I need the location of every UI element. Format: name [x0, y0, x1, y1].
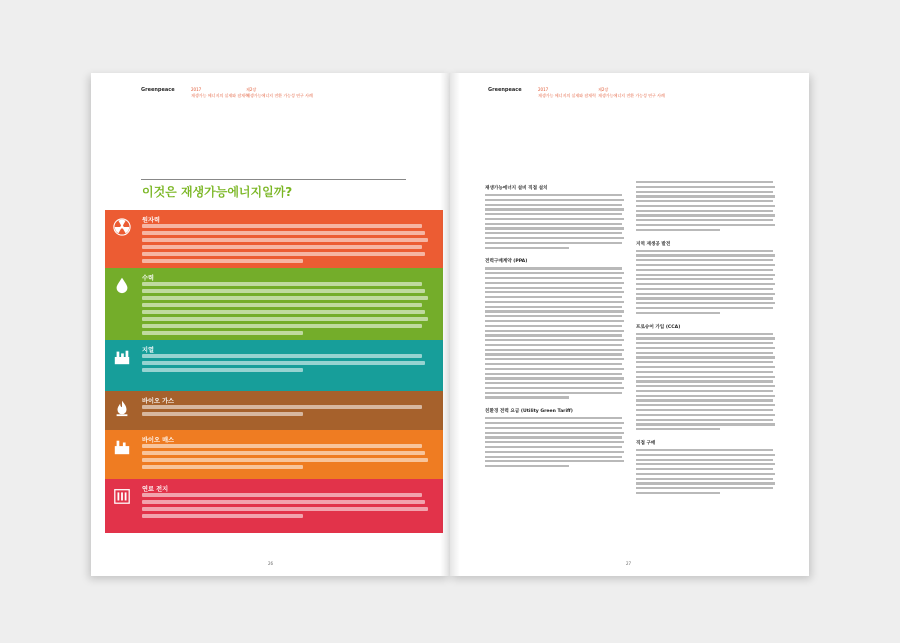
text-line: [485, 432, 624, 434]
text-line: [636, 385, 775, 387]
text-line: [485, 296, 622, 298]
text-line: [485, 427, 622, 429]
text-line: [636, 274, 775, 276]
text-line: [142, 317, 428, 321]
text-line: [485, 363, 622, 365]
text-line: [485, 320, 624, 322]
page-title: 이것은 재생가능에너지일까?: [142, 185, 293, 199]
band-hydro: [105, 268, 443, 340]
text-line: [636, 409, 773, 411]
text-line: [485, 446, 622, 448]
text-line: [636, 449, 773, 451]
text-line: [142, 368, 303, 372]
header-chapter: 제2장: [246, 87, 257, 92]
text-line: [142, 444, 422, 448]
text-line: [485, 382, 622, 384]
brand-logo: Greenpeace: [141, 87, 175, 93]
text-line: [485, 422, 624, 424]
text-line: [485, 373, 622, 375]
text-line: [636, 390, 773, 392]
text-line: [636, 380, 773, 382]
title-divider: [141, 179, 406, 180]
text-line: [636, 312, 720, 314]
text-line: [142, 259, 303, 263]
text-line: [485, 325, 622, 327]
text-line: [142, 331, 303, 335]
text-line: [636, 428, 720, 430]
text-line: [636, 195, 775, 197]
text-line: [142, 324, 422, 328]
section-heading: 프로슈어 가입 (CCA): [636, 324, 681, 330]
header-col2: [598, 87, 665, 99]
text-line: [142, 289, 425, 293]
text-line: [485, 353, 622, 355]
band-body: [142, 224, 434, 268]
text-line: [636, 366, 775, 368]
text-line: [485, 330, 624, 332]
text-line: [142, 493, 422, 497]
header-chapter-title: 재생가능에너지 전환 가능성 연구 사례: [598, 93, 665, 98]
text-line: [636, 492, 720, 494]
text-line: [636, 478, 773, 480]
section-heading: 지역 재생공 발전: [636, 241, 671, 247]
text-line: [485, 227, 624, 229]
text-line: [485, 396, 569, 398]
text-line: [485, 368, 624, 370]
water-drop-icon: [113, 276, 131, 294]
band-title: 바이오 매스: [142, 437, 175, 444]
fuel-cell-icon: [113, 487, 131, 505]
text-line: [142, 465, 303, 469]
band-title: 지열: [142, 347, 154, 354]
text-line: [485, 387, 624, 389]
text-line: [142, 500, 425, 504]
section-heading: 전력구매계약 (PPA): [485, 259, 528, 265]
text-line: [636, 419, 773, 421]
text-line: [142, 412, 303, 416]
header-col1: [538, 87, 596, 99]
band-body: [142, 444, 434, 479]
text-line: [142, 296, 428, 300]
section-heading: 친환경 전력 요금 (Utility Green Tariff): [485, 409, 573, 415]
text-line: [636, 399, 773, 401]
text-line: [636, 191, 773, 193]
text-line: [485, 441, 624, 443]
band-body: [142, 282, 434, 340]
text-line: [142, 507, 428, 511]
text-line: [485, 334, 622, 336]
text-line: [485, 208, 624, 210]
header-subtitle: 재생가능 에너지의 실제와 잠재력: [191, 93, 249, 98]
book-spine-shadow: [440, 73, 460, 576]
page-number: 26: [268, 561, 274, 566]
text-line: [636, 297, 773, 299]
text-line: [485, 213, 622, 215]
flame-icon: [113, 399, 131, 417]
text-line: [142, 224, 422, 228]
text-line: [142, 245, 422, 249]
band-fuel-cell: [105, 479, 443, 533]
text-line: [636, 181, 773, 183]
text-column-left: [485, 181, 625, 473]
header-col1: [191, 87, 249, 99]
text-line: [142, 231, 425, 235]
text-line: [636, 361, 773, 363]
band-geothermal: [105, 340, 443, 391]
text-line: [485, 267, 622, 269]
text-line: [485, 465, 569, 467]
text-line: [636, 210, 773, 212]
band-title: 바이오 가스: [142, 398, 175, 405]
band-title: 원자력: [142, 217, 160, 224]
text-line: [636, 371, 773, 373]
text-line: [485, 460, 624, 462]
text-line: [485, 277, 622, 279]
text-line: [485, 436, 622, 438]
band-body: [142, 354, 434, 391]
text-line: [636, 487, 773, 489]
text-line: [485, 282, 624, 284]
text-line: [636, 293, 775, 295]
text-line: [485, 204, 622, 206]
text-line: [636, 468, 773, 470]
text-line: [636, 342, 773, 344]
text-line: [636, 224, 775, 226]
text-line: [636, 347, 775, 349]
text-line: [485, 218, 624, 220]
band-title: 연료 전지: [142, 486, 169, 493]
text-line: [636, 463, 775, 465]
text-line: [142, 514, 303, 518]
text-line: [636, 264, 775, 266]
text-line: [485, 339, 624, 341]
text-line: [636, 200, 773, 202]
right-page: [450, 73, 809, 576]
text-line: [142, 451, 425, 455]
left-page: [91, 73, 450, 576]
brand-logo: Greenpeace: [488, 87, 522, 93]
text-line: [142, 458, 428, 462]
text-line: [485, 272, 624, 274]
text-line: [485, 223, 622, 225]
text-line: [636, 302, 775, 304]
text-line: [636, 454, 775, 456]
section-heading: 직접 구매: [636, 440, 656, 446]
header-subtitle: 재생가능 에너지의 실제와 잠재력: [538, 93, 596, 98]
text-line: [636, 333, 773, 335]
text-line: [636, 352, 773, 354]
text-line: [485, 417, 622, 419]
text-line: [636, 423, 775, 425]
text-line: [485, 349, 624, 351]
text-line: [636, 259, 773, 261]
header-chapter-title: 재생가능에너지 전환 가능성 연구 사례: [246, 93, 313, 98]
text-line: [485, 242, 622, 244]
text-line: [485, 287, 622, 289]
band-biogas: [105, 391, 443, 430]
header-chapter: 제2장: [598, 87, 609, 92]
band-body: [142, 405, 434, 430]
text-line: [485, 247, 569, 249]
text-line: [636, 414, 775, 416]
text-line: [636, 278, 773, 280]
text-line: [142, 303, 422, 307]
header-year: 2017: [538, 87, 549, 92]
text-line: [142, 252, 425, 256]
text-line: [485, 344, 622, 346]
band-nuclear: [105, 210, 443, 268]
text-line: [485, 377, 624, 379]
text-line: [636, 214, 775, 216]
text-line: [142, 405, 422, 409]
header-year: 2017: [191, 87, 202, 92]
text-line: [636, 254, 775, 256]
text-line: [485, 315, 622, 317]
text-line: [636, 288, 773, 290]
text-line: [142, 361, 425, 365]
text-line: [142, 238, 428, 242]
text-line: [485, 194, 622, 196]
radiation-icon: [113, 218, 131, 236]
text-line: [636, 250, 773, 252]
text-line: [142, 282, 422, 286]
text-line: [636, 473, 775, 475]
text-line: [636, 404, 775, 406]
text-line: [636, 205, 775, 207]
text-line: [485, 392, 622, 394]
text-line: [636, 269, 773, 271]
text-line: [636, 337, 775, 339]
page-number: 27: [626, 561, 632, 566]
text-line: [485, 291, 624, 293]
text-line: [636, 376, 775, 378]
text-line: [485, 306, 622, 308]
text-line: [142, 354, 422, 358]
biomass-plant-icon: [113, 438, 131, 456]
text-line: [636, 459, 773, 461]
text-line: [485, 301, 624, 303]
text-line: [485, 310, 624, 312]
text-line: [636, 482, 775, 484]
text-line: [485, 199, 624, 201]
header-col2: [246, 87, 313, 99]
text-line: [485, 232, 622, 234]
text-column-right: [636, 181, 776, 500]
text-line: [636, 229, 720, 231]
text-line: [636, 395, 775, 397]
text-line: [636, 307, 773, 309]
text-line: [142, 310, 425, 314]
text-line: [636, 283, 775, 285]
band-biomass: [105, 430, 443, 479]
band-title: 수력: [142, 275, 154, 282]
section-heading: 재생가능에너지 설비 직접 설치: [485, 186, 548, 191]
text-line: [636, 219, 773, 221]
text-line: [485, 456, 622, 458]
text-line: [485, 237, 624, 239]
factory-icon: [113, 348, 131, 366]
band-body: [142, 493, 434, 533]
text-line: [636, 186, 775, 188]
text-line: [636, 356, 775, 358]
text-line: [485, 451, 624, 453]
text-line: [485, 358, 624, 360]
